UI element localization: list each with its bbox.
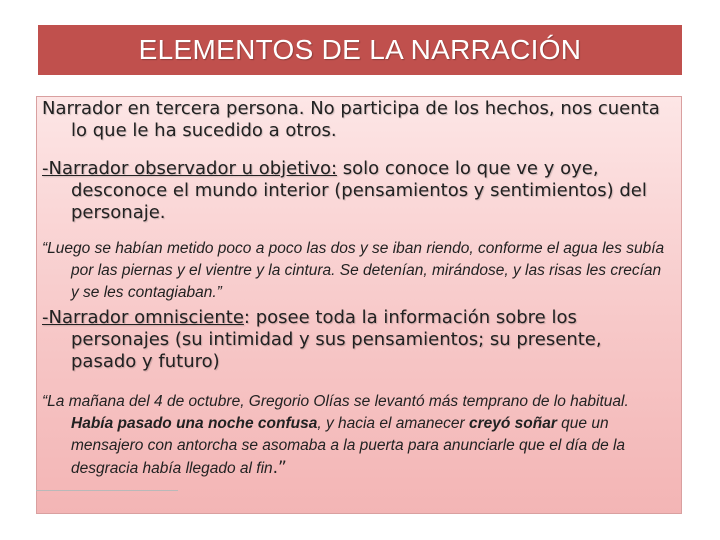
- slide-title: ELEMENTOS DE LA NARRACIÓN: [138, 34, 582, 65]
- footnote-rule: [36, 490, 178, 491]
- quote-omnisciente-bold-1: Había pasado una noche confusa: [71, 415, 318, 432]
- omnisciente-text: posee toda la información sobre los personajes (su intimidad y sus pensamientos; su presente, pasado y futuro): [71, 307, 602, 372]
- quote-omnisciente-end: .”: [272, 458, 287, 478]
- paragraph-observador: [42, 158, 667, 224]
- quote-observador: “Luego se habían metido poco a poco las dos y se iban riendo, conforme el agua les subía por las piernas y el vientre y la cintura. Se detenían, mirándose, y las risas les crecían y se les contagiaban.”: [42, 240, 665, 301]
- quote-omnisciente-bold-2: creyó soñar: [468, 415, 557, 432]
- observador-text: solo conoce lo que ve y oye, desconoce el mundo interior (pensamientos y sentimientos) del personaje.: [71, 158, 647, 223]
- quote-omnisciente: [42, 391, 667, 480]
- paragraph-omnisciente: [42, 307, 667, 373]
- omnisciente-colon: :: [243, 307, 250, 328]
- tercera-persona-text: . No participa de los hechos, nos cuenta lo que le ha sucedido a otros.: [71, 98, 660, 141]
- quote-omnisciente-part-e: que un mensajero con antorcha se asomaba a la puerta para anunciarle que el día de la desgracia había llegado al fin: [71, 415, 626, 477]
- observador-label: -Narrador observador u objetivo:: [42, 158, 338, 179]
- omnisciente-label: -Narrador omnisciente: [42, 307, 244, 328]
- paragraph-tercera-persona: [42, 98, 667, 142]
- title-bar: [38, 25, 682, 75]
- quote-omnisciente-part-a: “La mañana del 4 de octubre, Gregorio Olías se levantó más temprano de lo habitual.: [42, 393, 629, 410]
- tercera-persona-label: Narrador en tercera persona: [42, 98, 299, 119]
- quote-omnisciente-part-c: , y hacia el amanecer: [317, 415, 469, 432]
